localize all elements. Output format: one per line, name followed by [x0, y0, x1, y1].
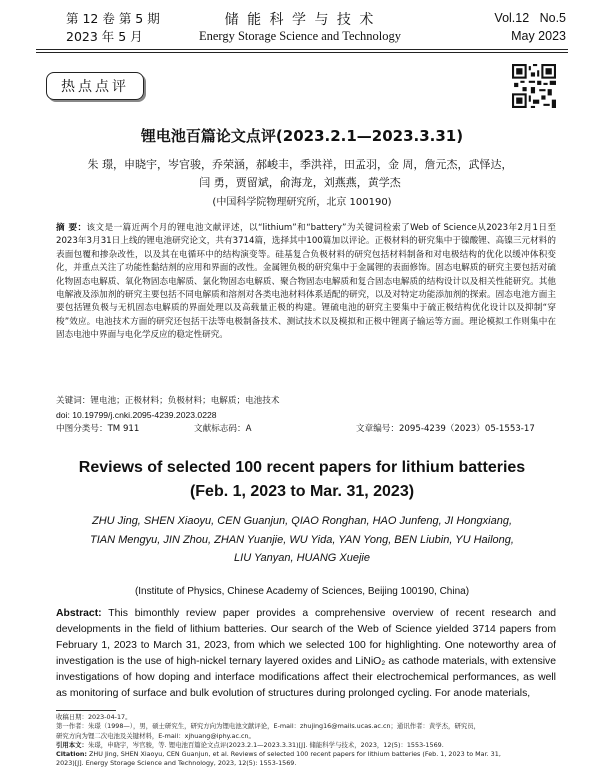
footnote-author-info-2: 研究方向为锂二次电池及关键材料，E-mail：xjhuang@iphy.ac.cn。: [56, 731, 255, 740]
journal-title-cn: 储 能 科 学 与 技 术: [224, 12, 376, 28]
citation-cn-text: 朱璟，申晓宇，岑官骏，等. 锂电池百篇论文点评(2023.2.1—2023.3.31)[J]. 储能科学与技术，2023，12(5)：1553-1569.: [87, 740, 444, 749]
footnote-received: 收稿日期：2023-04-17。: [56, 713, 132, 721]
volume-issue-cn: 第 12 卷 第 5 期: [66, 11, 160, 26]
citation-cn-label: 引用本文：: [56, 740, 88, 749]
qr-code-icon: [512, 64, 556, 108]
abstract-cn: [56, 222, 556, 343]
footnote-citation-en: [56, 750, 556, 759]
paper-title-en: [36, 456, 568, 504]
header-rule-2: [36, 52, 568, 53]
authors-en-line-3: LIU Yanyan, HUANG Xuejie: [234, 552, 370, 564]
footnote-citation-cn: [56, 741, 556, 750]
journal-title-en: Energy Storage Science and Technology: [198, 29, 402, 43]
affiliation-en: (Institute of Physics, Chinese Academy of Sciences, Beijing 100190, China): [134, 586, 470, 597]
hot-topic-badge: 热点点评: [46, 72, 144, 100]
citation-en-text: ZHU Jing, SHEN Xiaoyu, CEN Guanjun, et al. Reviews of selected 100 recent papers for lithium batteries (Feb. 1, 2023 to Mar. 31,: [89, 750, 501, 759]
abstract-cn-label: 摘 要：: [56, 223, 87, 233]
keywords-cn-text: 锂电池；正极材料；负极材料；电解质；电池技术: [90, 396, 280, 406]
footnote-author-info: 第一作者：朱璟（1998—），男，硕士研究生，研究方向为锂电池文献评论，E-mail：zhujing16@mails.ucas.ac.cn；通讯作者：黄学杰，研究员，: [56, 722, 481, 731]
abstract-cn-text: 该文是一篇近两个月的锂电池文献评述，以“lithium”和“battery”为关键词检索了Web of Science从2023年2月1日至2023年3月31日上线的锂电池研究论文，共有3714篇，选择其中100篇加以评论。正极材料的研究集中于镍酸锂、高镍三元材料的表面包覆和掺杂改性，以及其在电循环中的结构演变等。硅基复合负极材料的研究包括材料制备和对电极结构的优化以缓冲体积变化，并重点关注了功能性黏结剂的应用和界面的改性。金属锂负极的研究集中于金属锂的表面修饰。固态电解质的研究主要包括对硫化物固态电解质、氧化物固态电解质、氯化物固态电解质、聚合物固态电解质和复合固态电解质的结构设计以及相关性能研究。其他电解液及添加剂的研究主要包括不同电解质和溶剂对各类电池材料体系适配的研究，以及对特定功能添加剂的探索。固态电池方面主要包括锂负极与无机固态电解质的界面处理以及高载量正极的构建。锂硫电池的研究主要集中于硫正极结构优化设计以及抑制“穿梭”效应。电池技术方面的研究还包括干法等电极制备技术、测试技术以及模拟和正极中锂离子输运等方面。理论模拟工作则集中在固态电池中界面与电化学反应的稳定性研究。: [56, 223, 556, 341]
authors-cn-line-1: 朱 璟，申晓宇，岑官骏，乔荣涵，郝峻丰，季洪祥，田孟羽，金 周，詹元杰，武怿达，: [87, 158, 513, 171]
footnotes: [56, 713, 556, 769]
date-en: May 2023: [511, 29, 566, 43]
abstract-en-text: This bimonthly review paper provides a comprehensive overview of recent research and developments in the field of lithium batteries. Our search of the Web of Science yielded 3714 papers from February 1, 2023 to March 31, 2023, from which we selected 100 for highlighting. One noteworthy area of investigation is the use of high-nickel ternary layered oxides and LiNiO₂ as cathode materials, with extensive investigations of how doping and interface modifications affect their electrochemical performances, as well as monitoring of surface and bulk evolution of structures during prolonged cycling. For anode materials,: [56, 608, 556, 700]
footnote-citation-en-2: 2023)[J]. Energy Storage Science and Technology, 2023, 12(5): 1553-1569.: [56, 759, 297, 768]
abstract-en: [56, 606, 556, 703]
abstract-en-label: Abstract:: [56, 608, 102, 619]
authors-en-line-1: ZHU Jing, SHEN Xiaoyu, CEN Guanjun, QIAO Ronghan, HAO Junfeng, JI Hongxiang,: [91, 515, 513, 527]
paper-title-cn: 锂电池百篇论文点评(2023.2.1—2023.3.31): [140, 127, 464, 145]
doi: doi: 10.19799/j.cnki.2095-4239.2023.0228: [56, 410, 217, 420]
citation-en-label: Citation:: [56, 750, 87, 759]
paper-title-en-line-2: (Feb. 1, 2023 to Mar. 31, 2023): [189, 483, 415, 500]
footnote-rule: [56, 710, 116, 711]
paper-title-en-line-1: Reviews of selected 100 recent papers for lithium batteries: [78, 459, 526, 476]
authors-cn-line-2: 闫 勇，贾留斌，俞海龙，刘燕燕，黄学杰: [199, 176, 401, 189]
keywords-cn: [56, 395, 556, 408]
header-rule: [36, 49, 568, 50]
date-cn: 2023 年 5 月: [66, 29, 143, 44]
authors-en-line-2: TIAN Mengyu, JIN Zhou, ZHAN Yuanjie, WU Yida, YAN Yong, BEN Liubin, YU Hailong,: [90, 533, 514, 546]
document-code: 文献标志码：A: [194, 424, 252, 434]
affiliation-cn: (中国科学院物理研究所，北京 100190): [212, 197, 392, 208]
authors-en: [56, 512, 548, 568]
article-number: 文章编号：2095-4239（2023）05-1553-17: [356, 424, 535, 434]
volume-issue-en: Vol.12 No.5: [494, 11, 566, 25]
clc-number: 中图分类号：TM 911: [56, 424, 140, 434]
keywords-cn-label: 关键词：: [56, 396, 91, 406]
